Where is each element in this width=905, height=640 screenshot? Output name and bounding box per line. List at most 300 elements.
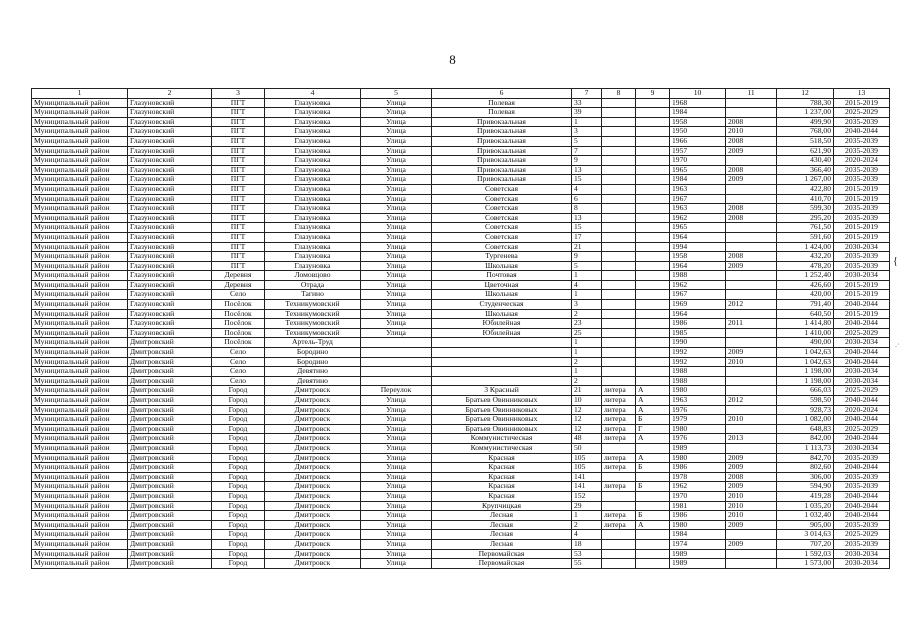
table-cell: Посёлок bbox=[212, 319, 265, 329]
table-cell: Полевая bbox=[432, 98, 572, 108]
table-row bbox=[32, 539, 890, 549]
table-cell: Дмитровский bbox=[128, 472, 212, 482]
table-cell: Муниципальный район bbox=[32, 559, 128, 569]
table-cell: 2040-2044 bbox=[834, 415, 890, 425]
table-cell: Дмитровский bbox=[128, 396, 212, 406]
table-cell: Глазуновский bbox=[128, 98, 212, 108]
table-cell: Дмитровский bbox=[128, 530, 212, 540]
table-cell bbox=[636, 223, 670, 233]
table-cell: Глазуновский bbox=[128, 127, 212, 137]
table-cell bbox=[602, 530, 636, 540]
table-cell bbox=[636, 530, 670, 540]
table-cell: А bbox=[636, 386, 670, 396]
table-cell: Дмитровский bbox=[128, 348, 212, 358]
table-cell: литера bbox=[602, 396, 636, 406]
table-cell: Муниципальный район bbox=[32, 386, 128, 396]
table-cell: Первомайская bbox=[432, 559, 572, 569]
table-cell: Улица bbox=[361, 424, 432, 434]
table-cell: Город bbox=[212, 415, 265, 425]
table-cell: Почтовая bbox=[432, 271, 572, 281]
table-cell: Глазуновский bbox=[128, 280, 212, 290]
table-cell: Глазуновский bbox=[128, 300, 212, 310]
table-cell: 3 014,63 bbox=[777, 530, 834, 540]
table-cell: Улица bbox=[361, 319, 432, 329]
table-cell: ПГТ bbox=[212, 146, 265, 156]
table-cell: Город bbox=[212, 549, 265, 559]
table-row bbox=[32, 443, 890, 453]
table-cell: 1974 bbox=[670, 539, 726, 549]
table-cell bbox=[636, 136, 670, 146]
table-cell: 1962 bbox=[670, 280, 726, 290]
table-cell: Муниципальный район bbox=[32, 530, 128, 540]
table-cell: Посёлок bbox=[212, 338, 265, 348]
table-cell: Глазуновка bbox=[265, 136, 361, 146]
table-cell bbox=[726, 424, 777, 434]
table-cell: 2009 bbox=[726, 348, 777, 358]
column-number-11: 11 bbox=[726, 89, 777, 99]
table-cell: Муниципальный район bbox=[32, 290, 128, 300]
table-cell: Улица bbox=[361, 453, 432, 463]
table-cell: 1986 bbox=[670, 463, 726, 473]
table-cell: литера bbox=[602, 511, 636, 521]
table-cell: А bbox=[636, 520, 670, 530]
table-cell: Дмитровск bbox=[265, 501, 361, 511]
table-cell: Дмитровск bbox=[265, 491, 361, 501]
table-cell: А bbox=[636, 434, 670, 444]
table-cell bbox=[602, 501, 636, 511]
table-cell: ПГТ bbox=[212, 136, 265, 146]
column-number-5: 5 bbox=[361, 89, 432, 99]
table-cell: литера bbox=[602, 520, 636, 530]
table-cell bbox=[432, 376, 572, 386]
table-cell: Улица bbox=[361, 98, 432, 108]
table-cell: ПГТ bbox=[212, 98, 265, 108]
table-cell: ПГТ bbox=[212, 108, 265, 118]
table-cell bbox=[726, 223, 777, 233]
table-cell: А bbox=[636, 405, 670, 415]
table-row bbox=[32, 204, 890, 214]
table-cell bbox=[636, 300, 670, 310]
table-cell: Глазуновка bbox=[265, 261, 361, 271]
table-cell: Глазуновский bbox=[128, 117, 212, 127]
table-cell: Привокзальная bbox=[432, 146, 572, 156]
table-cell: Дмитровский bbox=[128, 453, 212, 463]
table-cell: Город bbox=[212, 472, 265, 482]
table-cell bbox=[432, 357, 572, 367]
table-cell: Красная bbox=[432, 463, 572, 473]
table-cell: 1980 bbox=[670, 453, 726, 463]
table-cell: 2008 bbox=[726, 117, 777, 127]
table-cell: Глазуновский bbox=[128, 252, 212, 262]
table-cell bbox=[602, 549, 636, 559]
table-cell bbox=[726, 405, 777, 415]
table-cell: 432,20 bbox=[777, 252, 834, 262]
table-cell: Глазуновка bbox=[265, 156, 361, 166]
table-cell: Дмитровский bbox=[128, 376, 212, 386]
table-cell: 2040-2044 bbox=[834, 463, 890, 473]
table-cell: Дмитровск bbox=[265, 463, 361, 473]
table-cell: 3 Красный bbox=[432, 386, 572, 396]
table-cell: 802,60 bbox=[777, 463, 834, 473]
table-cell: 761,50 bbox=[777, 223, 834, 233]
table-cell: 1988 bbox=[670, 376, 726, 386]
table-row bbox=[32, 396, 890, 406]
table-cell: Глазуновка bbox=[265, 184, 361, 194]
table-cell: 768,00 bbox=[777, 127, 834, 137]
table-cell bbox=[602, 213, 636, 223]
table-cell: 1 198,00 bbox=[777, 376, 834, 386]
table-cell: 1 237,00 bbox=[777, 108, 834, 118]
table-cell: 5 bbox=[572, 261, 602, 271]
table-cell: Первомайская bbox=[432, 549, 572, 559]
table-cell: 1 bbox=[572, 290, 602, 300]
table-cell: Дмитровск bbox=[265, 559, 361, 569]
table-cell: 1 198,00 bbox=[777, 367, 834, 377]
table-cell bbox=[636, 501, 670, 511]
table-cell bbox=[602, 117, 636, 127]
table-cell bbox=[636, 98, 670, 108]
table-cell: Глазуновка bbox=[265, 242, 361, 252]
table-row bbox=[32, 319, 890, 329]
table-cell bbox=[726, 559, 777, 569]
table-cell: Глазуновка bbox=[265, 252, 361, 262]
table-cell: 2015-2019 bbox=[834, 309, 890, 319]
table-cell bbox=[636, 156, 670, 166]
table-cell: Улица bbox=[361, 117, 432, 127]
table-cell: 1 414,80 bbox=[777, 319, 834, 329]
table-cell bbox=[602, 127, 636, 137]
table-cell: Город bbox=[212, 453, 265, 463]
table-cell: Дмитровск bbox=[265, 443, 361, 453]
table-cell: 1963 bbox=[670, 204, 726, 214]
table-cell: 599,30 bbox=[777, 204, 834, 214]
table-cell bbox=[602, 242, 636, 252]
table-cell: Муниципальный район bbox=[32, 204, 128, 214]
table-cell: Улица bbox=[361, 472, 432, 482]
table-cell: 2015-2019 bbox=[834, 232, 890, 242]
table-cell: Город bbox=[212, 396, 265, 406]
table-row bbox=[32, 367, 890, 377]
table-cell: 1957 bbox=[670, 146, 726, 156]
table-cell: Глазуновка bbox=[265, 127, 361, 137]
table-cell: 2040-2044 bbox=[834, 434, 890, 444]
table-cell: Лесная bbox=[432, 511, 572, 521]
table-cell: Муниципальный район bbox=[32, 309, 128, 319]
table-cell: 55 bbox=[572, 559, 602, 569]
table-cell: Глазуновка bbox=[265, 194, 361, 204]
table-cell: Муниципальный район bbox=[32, 136, 128, 146]
table-cell bbox=[636, 348, 670, 358]
table-cell: Глазуновский bbox=[128, 328, 212, 338]
table-cell: Улица bbox=[361, 280, 432, 290]
table-row bbox=[32, 520, 890, 530]
table-row bbox=[32, 405, 890, 415]
table-cell: Муниципальный район bbox=[32, 443, 128, 453]
table-cell: Бородино bbox=[265, 357, 361, 367]
table-cell: 33 bbox=[572, 98, 602, 108]
table-cell bbox=[726, 232, 777, 242]
table-cell: Улица bbox=[361, 405, 432, 415]
table-cell bbox=[726, 309, 777, 319]
table-cell: 1994 bbox=[670, 242, 726, 252]
table-cell: 12 bbox=[572, 424, 602, 434]
table-cell bbox=[602, 175, 636, 185]
table-cell: Город bbox=[212, 520, 265, 530]
table-cell: 842,70 bbox=[777, 453, 834, 463]
table-cell: Ломовцово bbox=[265, 271, 361, 281]
table-cell: Лесная bbox=[432, 530, 572, 540]
table-cell: 2008 bbox=[726, 472, 777, 482]
table-cell: 2010 bbox=[726, 491, 777, 501]
table-cell: 2030-2034 bbox=[834, 376, 890, 386]
table-cell: 426,60 bbox=[777, 280, 834, 290]
table-cell: Муниципальный район bbox=[32, 405, 128, 415]
table-cell: 1989 bbox=[670, 549, 726, 559]
table-cell: 3 bbox=[572, 300, 602, 310]
table-cell: Лесная bbox=[432, 520, 572, 530]
table-cell: ПГТ bbox=[212, 156, 265, 166]
table-cell: Крупчицкая bbox=[432, 501, 572, 511]
table-cell: Улица bbox=[361, 175, 432, 185]
table-cell: Город bbox=[212, 424, 265, 434]
table-cell: Муниципальный район bbox=[32, 491, 128, 501]
table-cell: Глазуновка bbox=[265, 146, 361, 156]
table-cell: Муниципальный район bbox=[32, 165, 128, 175]
table-cell bbox=[726, 184, 777, 194]
table-cell: 2009 bbox=[726, 453, 777, 463]
table-cell: 2 bbox=[572, 376, 602, 386]
table-cell: 1989 bbox=[670, 443, 726, 453]
table-cell: Студенческая bbox=[432, 300, 572, 310]
table-cell: Улица bbox=[361, 194, 432, 204]
table-row bbox=[32, 117, 890, 127]
table-cell bbox=[602, 165, 636, 175]
table-cell: ПГТ bbox=[212, 261, 265, 271]
table-cell bbox=[361, 367, 432, 377]
table-cell: 1984 bbox=[670, 530, 726, 540]
table-cell: 419,28 bbox=[777, 491, 834, 501]
column-number-4: 4 bbox=[265, 89, 361, 99]
table-cell: Глазуновка bbox=[265, 108, 361, 118]
table-cell: 2015-2019 bbox=[834, 184, 890, 194]
table-cell: Муниципальный район bbox=[32, 501, 128, 511]
table-cell: Улица bbox=[361, 501, 432, 511]
table-cell: Бородино bbox=[265, 348, 361, 358]
table-cell: Муниципальный район bbox=[32, 319, 128, 329]
table-cell bbox=[636, 367, 670, 377]
table-row bbox=[32, 280, 890, 290]
table-cell: Тагино bbox=[265, 290, 361, 300]
table-cell: Дмитровский bbox=[128, 367, 212, 377]
table-cell bbox=[636, 271, 670, 281]
table-cell: Улица bbox=[361, 156, 432, 166]
table-cell: Дмитровский bbox=[128, 491, 212, 501]
table-cell: А bbox=[636, 453, 670, 463]
table-cell: Юбилейная bbox=[432, 319, 572, 329]
table-row bbox=[32, 127, 890, 137]
table-cell: Школьная bbox=[432, 261, 572, 271]
table-cell: 598,50 bbox=[777, 396, 834, 406]
table-row bbox=[32, 213, 890, 223]
table-cell: Дмитровск bbox=[265, 472, 361, 482]
table-cell: 295,20 bbox=[777, 213, 834, 223]
table-cell: Посёлок bbox=[212, 328, 265, 338]
table-cell: 2040-2044 bbox=[834, 491, 890, 501]
table-cell: 1 032,40 bbox=[777, 511, 834, 521]
table-cell: Полевая bbox=[432, 108, 572, 118]
table-row bbox=[32, 511, 890, 521]
table-row bbox=[32, 348, 890, 358]
table-cell: Глазуновский bbox=[128, 232, 212, 242]
table-cell: Муниципальный район bbox=[32, 252, 128, 262]
table-cell: 2040-2044 bbox=[834, 501, 890, 511]
table-cell: 7 bbox=[572, 146, 602, 156]
table-cell: Переулок bbox=[361, 386, 432, 396]
table-cell: Дмитровский bbox=[128, 357, 212, 367]
table-cell bbox=[361, 376, 432, 386]
table-cell: 2035-2039 bbox=[834, 136, 890, 146]
table-row bbox=[32, 376, 890, 386]
table-cell: Г bbox=[636, 424, 670, 434]
table-cell: 1 bbox=[572, 511, 602, 521]
table-cell: Муниципальный район bbox=[32, 127, 128, 137]
table-cell bbox=[636, 261, 670, 271]
table-cell: Дмитровск bbox=[265, 405, 361, 415]
table-cell: Муниципальный район bbox=[32, 539, 128, 549]
table-cell: 1958 bbox=[670, 252, 726, 262]
table-cell bbox=[636, 549, 670, 559]
table-cell: 10 bbox=[572, 396, 602, 406]
table-cell: 1965 bbox=[670, 223, 726, 233]
table-row bbox=[32, 156, 890, 166]
table-cell: 420,00 bbox=[777, 290, 834, 300]
table-cell: 1 bbox=[572, 338, 602, 348]
table-cell: Дмитровск bbox=[265, 415, 361, 425]
table-cell: 1 bbox=[572, 367, 602, 377]
table-cell bbox=[726, 386, 777, 396]
table-cell: 13 bbox=[572, 213, 602, 223]
table-cell: Советская bbox=[432, 213, 572, 223]
table-cell: 2025-2029 bbox=[834, 328, 890, 338]
table-row bbox=[32, 242, 890, 252]
table-cell: 1964 bbox=[670, 232, 726, 242]
table-cell: литера bbox=[602, 386, 636, 396]
table-cell: 1 252,40 bbox=[777, 271, 834, 281]
table-cell: Юбилейная bbox=[432, 328, 572, 338]
table-cell: 430,40 bbox=[777, 156, 834, 166]
table-cell: 306,00 bbox=[777, 472, 834, 482]
table-cell: Улица bbox=[361, 242, 432, 252]
table-cell: 1 042,63 bbox=[777, 348, 834, 358]
table-cell: Отрада bbox=[265, 280, 361, 290]
margin-dots-mark: .· bbox=[895, 340, 900, 349]
table-cell: Село bbox=[212, 357, 265, 367]
table-cell bbox=[636, 194, 670, 204]
table-cell: 15 bbox=[572, 175, 602, 185]
table-cell bbox=[726, 242, 777, 252]
table-cell: 2011 bbox=[726, 319, 777, 329]
table-cell: 1989 bbox=[670, 559, 726, 569]
table-cell: Советская bbox=[432, 223, 572, 233]
table-cell: Село bbox=[212, 367, 265, 377]
table-cell bbox=[602, 376, 636, 386]
table-cell: Дмитровск bbox=[265, 482, 361, 492]
table-cell bbox=[726, 549, 777, 559]
table-cell bbox=[602, 146, 636, 156]
table-cell bbox=[602, 280, 636, 290]
table-cell: 1963 bbox=[670, 184, 726, 194]
table-cell: 2030-2034 bbox=[834, 367, 890, 377]
table-cell: 518,50 bbox=[777, 136, 834, 146]
table-cell: 2012 bbox=[726, 300, 777, 310]
table-cell: Посёлок bbox=[212, 309, 265, 319]
table-cell: 1984 bbox=[670, 108, 726, 118]
table-cell bbox=[602, 98, 636, 108]
table-cell: литера bbox=[602, 453, 636, 463]
table-cell: Братьев Овинниковых bbox=[432, 415, 572, 425]
table-cell: Муниципальный район bbox=[32, 348, 128, 358]
table-cell: 2009 bbox=[726, 175, 777, 185]
table-row bbox=[32, 175, 890, 185]
table-cell: Улица bbox=[361, 463, 432, 473]
table-cell bbox=[432, 348, 572, 358]
table-row bbox=[32, 463, 890, 473]
table-cell: Муниципальный район bbox=[32, 184, 128, 194]
table-cell: 1966 bbox=[670, 136, 726, 146]
table-cell: Муниципальный район bbox=[32, 242, 128, 252]
table-cell: литера bbox=[602, 424, 636, 434]
table-cell: Город bbox=[212, 491, 265, 501]
table-cell: Улица bbox=[361, 261, 432, 271]
table-cell: Муниципальный район bbox=[32, 98, 128, 108]
table-cell: Улица bbox=[361, 396, 432, 406]
table-cell: 2040-2044 bbox=[834, 300, 890, 310]
table-cell: Улица bbox=[361, 530, 432, 540]
table-cell bbox=[602, 204, 636, 214]
table-cell: ПГТ bbox=[212, 175, 265, 185]
table-cell: Село bbox=[212, 376, 265, 386]
table-cell: 2040-2044 bbox=[834, 348, 890, 358]
table-cell: 2040-2044 bbox=[834, 319, 890, 329]
table-cell bbox=[636, 309, 670, 319]
table-cell: 842,00 bbox=[777, 434, 834, 444]
table-cell: 1970 bbox=[670, 491, 726, 501]
table-cell: Муниципальный район bbox=[32, 271, 128, 281]
table-cell: 39 bbox=[572, 108, 602, 118]
table-row bbox=[32, 424, 890, 434]
table-cell: Улица bbox=[361, 108, 432, 118]
table-cell: 1964 bbox=[670, 261, 726, 271]
table-cell bbox=[636, 443, 670, 453]
table-cell: Дмитровск bbox=[265, 511, 361, 521]
margin-bracket-mark: { bbox=[893, 256, 898, 267]
table-cell: Муниципальный район bbox=[32, 520, 128, 530]
table-cell: 2035-2039 bbox=[834, 146, 890, 156]
table-cell: 2010 bbox=[726, 127, 777, 137]
table-cell bbox=[726, 376, 777, 386]
table-cell: Глазуновка bbox=[265, 98, 361, 108]
table-cell: Глазуновка bbox=[265, 232, 361, 242]
table-cell bbox=[602, 184, 636, 194]
table-cell bbox=[602, 367, 636, 377]
table-cell: Б bbox=[636, 482, 670, 492]
table-cell: Город bbox=[212, 405, 265, 415]
table-cell: Глазуновский bbox=[128, 223, 212, 233]
table-cell bbox=[602, 290, 636, 300]
table-cell: Улица bbox=[361, 252, 432, 262]
column-number-2: 2 bbox=[128, 89, 212, 99]
table-cell: Муниципальный район bbox=[32, 108, 128, 118]
